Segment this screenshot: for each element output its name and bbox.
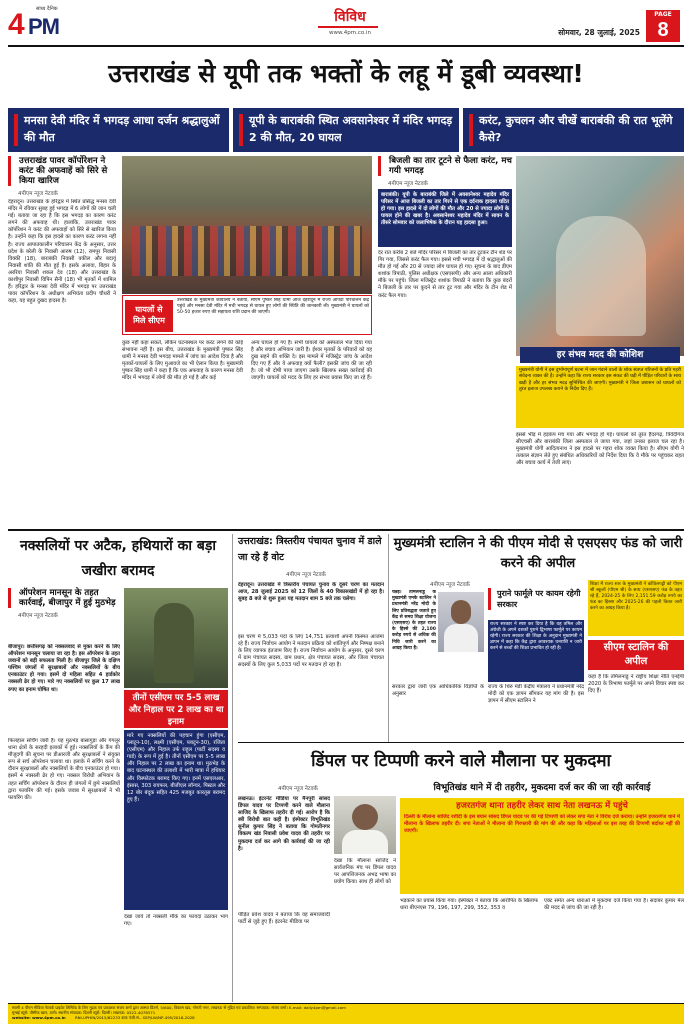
naxal-bottom: देखा जाये तो नक्सली मौके का फायदा उठाकर भाग गए। [124, 914, 228, 928]
naxal-headline: नक्सलियों पर अटैक, हथियारों का बड़ा जखीरा बरामद [19, 538, 217, 579]
marker-icon [14, 114, 18, 146]
panchayat-headline: उत्तराखंड: त्रिस्तरीय पंचायत चुनाव में डाले जा रहे हैं वोट [238, 536, 382, 563]
naxal-lead: बीजापुर। छत्तीसगढ़ को नक्सलवाद से मुक्त करने के लिए ऑपरेशन मानसून चलाया जा रहा है। इस ऑपरेशन के तहत जवानों को बड़ी सफलता मिली है। बीजापुर जिले के दक्षिण पश्चिम जंगलों में सुरक्षाबलों और नक्सलियों के बीच एनकाउंटर हो गया। इसमें दो महिला सहित 4 हार्डकोर नक्सली ढेर हो गए। मारे गए नक्सलियों पर कुल 17 लाख रुपए का इनाम घोषित था। [8, 644, 120, 693]
col4-byline: 4पीएम न्यूज नेटवर्क [388, 181, 428, 187]
maulana-box [400, 798, 684, 894]
maulana-text: पीड़ित प्रवेश यादव ने बताया कि वह समाजवादी पार्टी से जुड़े हुए हैं। इंटरनेट मीडिया पर [238, 912, 330, 926]
lead-col1 [8, 156, 116, 528]
stalin-portrait [438, 592, 484, 652]
maulana-subhead: विभूतिखंड थाने में दी तहरीर, मुकदमा दर्ज कर की जा रही कार्रवाई [433, 783, 651, 793]
footer-line1: स्वामी 4 पीएम मीडिया नेटवर्क प्राइवेट लिमिटेड के लिए मुद्रक एवं प्रकाशक संजय शर्मा द्वारा आस्था प्रिंटर्स, 5/600, विकास खंड, गोमती नगर, लखनऊ से मुद्रित एवं प्रकाशित। सम्पादक: संजय शर्मा। E-mail: daily4pm@gmail.com [12, 1005, 346, 1010]
lead-col5: इससे भीड़ में हड़कंप मच गया और भगदड़ हो गई। घायलों को तुरंत हैदरगढ़, त्रिवेदीगंज सीएचसी और बाराबंकी जिला अस्पताल ले जाया गया, जहां उनका इलाज चल रहा है। मुख्यमंत्री योगी आदित्यनाथ ने इस हादसे पर गहरा शोक व्यक्त किया है। सीएम योगी ने तत्काल संज्ञान लेते हुए संबंधित अधिकारियों को निर्देश दिया कि वे मौके पर पहुंचकर राहत और बचाव कार्य में तेजी लाएं। [516, 432, 684, 467]
footer-website[interactable]: website: www.4pm.co.in [12, 1015, 66, 1021]
col4-text: देर रात करीब 2 बजे मंदिर परिसर में बिजली का तार टूटकर टीन शेड पर गिर गया, जिससे करंट फैल गया। इससे मची भगदड़ में दो श्रद्धालुओं की मौत हो गई और 20 से ज्यादा लोग घायल हो गए। सूचना के बाद डीएम शशांक त्रिपाठी, पुलिस अधीक्षक (एसएसपी) और अन्य आला अधिकारी मौके पर पहुंचे। जिला मजिस्ट्रेट शशांक त्रिपाठी ने बताया कि कुछ बंदरों ने बिजली के तार पर कूदने से तार टूट गया और मंदिर के टीन शेड में करंट फैल गया। [378, 250, 512, 299]
stalin-text5: कहा है कि तमिलनाडु ने राष्ट्रीय शिक्षा नीति एनईपी 2020 के त्रिभाषा फार्मूले पर अपने विचार स्पष्ट कर दिए हैं। [588, 674, 684, 695]
divider [388, 534, 389, 742]
logo-letters: PM [28, 14, 59, 39]
help-caption: मुख्यमंत्री योगी ने इस दुर्भाग्यपूर्ण घटना में जान गंवाने वालों के शोक संतप्त परिजनों के प्रति गहरी संवेदना व्यक्त की है। उन्होंने कहा कि राज्य सरकार इस संकट की घड़ी में पीड़ित परिवारों के साथ खड़ी है और हर संभव मदद सुनिश्चित की जाएगी। मुख्यमंत्री ने जिला प्रशासन को घायलों को तुरंत इलाज उपलब्ध कराने के निर्देश दिए हैं। [516, 366, 684, 428]
logo-tag: सांध्य दैनिक [36, 6, 58, 12]
stalin-subhead-text: पुराने फार्मूले पर कायम रहेगी सरकार [488, 588, 584, 610]
naxal-photo-text: मारे गए नक्सलियों की पहचान हुंगा (एसीएम, प्लाटून-10), लक्ष्मी (एसीएम, प्लाटून-30), रजिता (एसीएम) और निहाल उर्फ राहुल (पार्टी सदस्य व गार्ड) के रूप में हुई है। तीनों एसीएम पर 5-5 लाख और निहाल पर 2 लाख का इनाम था। मुठभेड़ के बाद घटनास्थल की तलाशी में भारी मात्रा में हथियार और विस्फोटक बरामद किए गए। इनमें एसएलआर, इंसास, 303 रायफल, बीजीएल लॉन्चर, पिस्टल और 12 बोर बंदूक सहित 425 मजबूत कारतूस बरामद हुए हैं। [124, 730, 228, 910]
maulana-box-heading: हजरतगंज थाना तहरीर लेकर साथ नेता लखनऊ में पहुंचे [456, 801, 628, 811]
lead-headline: उत्तराखंड से यूपी तक भक्तों के लहू में डूबी व्यवस्था! [108, 59, 584, 88]
stalin-text: सरकार द्वारा जारी एक आधिकारिक विज्ञप्ति के अनुसार [392, 684, 484, 698]
masthead-rule [8, 45, 684, 47]
lead-subhead-3: करंट, कुचलन और चीखें बाराबंकी की रात भूलेंगे कैसे? [463, 108, 684, 152]
section-underline [318, 26, 378, 28]
footer [8, 1004, 684, 1024]
stalin-text3: राज्य के थिरु मंडी केंद्रीय मंत्रालय ने प्रधानमंत्री नरेंद्र मोदी को एक ज्ञापन सौंपकर यह मांग की है। इस ज्ञापन में सीएम स्टालिन ने [488, 684, 584, 705]
stalin-text4: शिक्षा में राज्य स्तर के मुख्यमंत्री ने कोविलपट्टी को पीएम श्री स्कूलों (पीएम श्री) के साथ (एसएसए) फंड के तहत रहे हैं, 2024-25 के लिए 2,151.59 करोड़ रुपये का फंड का हिस्सा और 2025-26 की पहली किस्त जारी करने का आग्रह किया है। [588, 580, 684, 636]
lead-col4 [378, 156, 512, 526]
maulana-text4: एक्ट समेत अन्य धाराओं में मुकदमा दर्ज किया गया है। सदाबर कुमार मेल की मदद से जांच की जा रही है। [544, 898, 684, 912]
cm-meets-injured-label: घायलों से मिले सीएम [125, 300, 173, 332]
page-badge [646, 10, 680, 42]
maulana-photo [334, 796, 396, 854]
col4-heading: बिजली का तार टूटने से फैला करंट, मच गयी भगदड़ [378, 156, 512, 176]
page-number: 8 [657, 19, 669, 41]
stampede-photo [122, 156, 372, 294]
maulana-headline: डिंपल पर टिप्पणी करने वाले मौलाना पर मुकदमा [311, 751, 611, 771]
stalin-subhead [488, 588, 584, 616]
stalin-appeal-label: सीएम स्टालिन की अपील [588, 640, 684, 670]
help-label: हर संभव मदद की कोशिश [520, 347, 680, 363]
panchayat-byline: 4पीएम न्यूज नेटवर्क [286, 572, 326, 578]
logo-number: 4 [8, 8, 25, 41]
stalin-lead: चेन्नई। तमिलनाडु के मुख्यमंत्री एमके स्टालिन ने प्रधानमंत्री नरेंद्र मोदी के लिए प्रतिबद्धता जताते हुए केंद्र से समग्र शिक्षा योजना (एसएसए) के तहत राज्य के हिस्से की 2,100 करोड़ रुपये से अधिक की निधि जारी करने का आग्रह किया है। [392, 590, 436, 651]
col1-text: देहरादून। उत्तराखंड के हरिद्वार में स्थित प्रसिद्ध मनसा देवी मंदिर में रविवार सुबह हुई भगदड़ में 6 लोगों की जान चली गई। बताया जा रहा है कि इस भगदड़ का कारण करंट लगने की अफवाह थी। हालांकि, उत्तराखंड पावर कॉर्पोरेशन ने करंट की अफवाहों को सिरे से खारिज किया है। उन्होंने कहा कि इस हादसे का कारण करंट लगना नहीं है। राज्य आपातकालीन परिचालन केंद्र के अनुसार, उत्तर प्रदेश के बरेली के निवासी आरुष (12), रामपुर निवासी विक्की (18), बाराबंकी निवासी वकील और बदायूं निवासी शांति की मौत हुई है। इसके अलावा, बिहार के अररिया निवासी शकल देव (18) और उत्तराखंड के काशीपुर निवासी विपिन सैनी (18) भी मृतकों में शामिल हैं। हरिद्वार के मनसा देवी मंदिर में भगदड़ पर उत्तराखंड पावर कॉर्पोरेशन के अधीक्षण अभियंता प्रदीप चौधरी ने कहा, यह बहुत दुखद हादसा है। [8, 199, 116, 305]
naxal-byline: 4पीएम न्यूज नेटवर्क [18, 613, 58, 619]
divider [232, 534, 233, 1002]
section-title: विविध [334, 9, 366, 25]
maulana-text2: देखा कि मौलाना साजिद ने सार्वजनिक मंच पर डिंपल यादव पर आपत्तिजनक अभद्र भाषा का प्रयोग किया। साथ ही लोगों को [334, 858, 396, 886]
panchayat-text: इस चरण में 5,033 पदों के लिए 14,751 प्रत्याशी अपनी किस्मत आजमा रहे हैं। राज्य निर्वाचन आयोग ने मतदान प्रक्रिया को शांतिपूर्ण और निष्पक्ष बनाने के लिए व्यापक इंतजाम किए हैं। राज्य निर्वाचन आयोग के अनुसार, दूसरे चरण में ग्राम पंचायत सदस्य, ग्राम प्रधान, क्षेत्र पंचायत सदस्य, और जिला पंचायत सदस्यों के लिए कुल 5,033 पदों पर मतदान हो रहा है। [238, 634, 384, 669]
logo[interactable] [8, 6, 88, 40]
naxal-subhead-text: ऑपरेशन मानसून के तहत कार्रवाई, बीजापुर में हुई मुठभेड़ [8, 588, 120, 608]
marker-icon [469, 114, 473, 146]
barabanki-photo [516, 156, 684, 356]
photo-caption-box [122, 295, 372, 335]
reward-label: तीनों एसीएम पर 5-5 लाख और निहाल पर 2 लाख का था इनाम [124, 690, 228, 728]
panchayat-lead: देहरादून। उत्तराखंड में त्रिस्तरीय पंचायत चुनाव के दूसरे चरण का मतदान आज, 28 जुलाई 2025 को 12 जिलों के 40 विकासखंडों में हो रहा है। सुबह 8 बजे से शुरू हुआ यह मतदान शाम 5 बजे तक चलेगा। [238, 582, 384, 603]
maulana-box-text: दिल्ली के मौलाना साजिद रशीदी के इस बयान सांसद डिंपल यादव पर की गई टिप्पणी को लेकर सपा नेता ने विरोध दर्ज कराया। उन्होंने हजरतगंज थाने में मौलाना के खिलाफ तहरीर दी। सपा नेताओं ने मौलाना की गिरफ्तारी की मांग की और कहा कि महिलाओं पर इस तरह की टिप्पणी बर्दाश्त नहीं की जाएगी। [404, 814, 680, 834]
lead-subhead-1: मनसा देवी मंदिर में भगदड़ आधा दर्जन श्रद्धालुओं की मौत [8, 108, 229, 152]
website[interactable]: www.4pm.co.in [329, 30, 371, 36]
stalin-headline: मुख्यमंत्री स्टालिन ने की पीएम मोदी से एसएसए फंड को जारी करने की अपील [393, 536, 683, 571]
maulana-byline: 4पीएम न्यूज नेटवर्क [278, 786, 318, 792]
photo-caption: उत्तराखंड के मुख्यमंत्री कार्यालय ने बताया, सीएम पुष्कर सिंह धामी आज देहरादून में राज्य आपदा परिचालन केंद्र पहुंचे और मनसा देवी मंदिर में मची भगदड़ से घायल हुए लोगों की स्थिति की जानकारी ली। मुख्यमंत्री ने घायलों को 50-50 हजार रुपए की सहायता राशि प्रदान की जाएगी। [177, 298, 369, 315]
lead-col3: अन्य घायल हो गए हैं। सभी घायलों को अस्पताल भेज दिया गया है और बचाव अभियान जारी है। ईश्वर मृतकों के परिवारों को यह दुख सहने की शक्ति दे। इस मामले में मजिस्ट्रेट जांच के आदेश दिए गए हैं और ये अफवाह क्यों फैली? इसकी जांच की जा रही है। जो भी दोषी पाया जाएगा उसके खिलाफ सख्त कार्रवाई की जाएगी। घायलों को मदद के लिए हर संभव प्रयास किए जा रहे हैं। [251, 340, 372, 382]
footer-registration: RNI-UPHIN/2015/62233 डाक पंजी.सं.- SSP/LW/NP-495/2016-2028 [74, 1015, 195, 1021]
col1-byline: 4पीएम न्यूज नेटवर्क [18, 191, 58, 197]
lead-bottom-rule [8, 529, 684, 531]
maulana-lead: लखनऊ। इंटरनेट मीडिया पर मैनपुरी सांसद डिंपल यादव पर टिप्पणी करने वाले मौलाना साजिद के खिलाफ तहरीर दी गई। आरोप है कि स्त्री विरोधी बात कही है। इंस्पेक्टर विभूतिखंड सुनील कुमार सिंह ने बताया कि गोमतीनगर विकल्प खंड निवासी प्रवेश यादव की तहरीर पर मुकदमा दर्ज कर आगे की कार्रवाई की जा रही है। [238, 796, 330, 852]
naxal-text: फिलहाल सर्चिंग जारी है। यह मुठभेड़ बासागुड़ा और गंगलूर थाना क्षेत्रों के सरहदी इलाकों में हुई। नक्सलियों के कैंप की मौजूदगी की सूचना पर डीआरजी और सुरक्षाबलों ने संयुक्त रूप से सर्च ऑपरेशन चलाया था। इलाके में सर्चिंग करने के दौरान सुरक्षाबलों और नक्सलियों के बीच एनकाउंटर हो गया। इसमें 4 नक्सली ढेर हो गए। नक्सल विरोधी अभियान के तहत सर्चिंग ऑपरेशन के दौरान ही जंगलों में छुपे नक्सलियों द्वारा फायरिंग की गई। इसके जवाब में सुरक्षाबलों ने भी फायरिंग की। [8, 738, 120, 801]
lead-subhead-2: यूपी के बाराबंकी स्थित अवसानेश्वर में मंदिर भगदड़ 2 की मौत, 20 घायल [233, 108, 459, 152]
stalin-byline: 4पीएम न्यूज नेटवर्क [430, 582, 470, 588]
naxal-subhead [8, 588, 120, 644]
stalin-text2: राज्य सरकार ने स्पष्ट कर दिया है कि वह तमिल और अंग्रेजी के अपने दशकों पुराने द्विभाषा फार्मूले पर कायम रहेगी। राज्य सरकार की शिक्षा के अनुदान मुख्यमंत्री ने ज्ञापन में कहा कि केंद्र द्वारा आवश्यक धनराशि न जारी करने से बच्चों की शिक्षा प्रभावित हो रही है। [488, 620, 584, 682]
page-label: PAGE [654, 11, 672, 18]
marker-icon [239, 114, 243, 146]
lead-col2: कुछ नहीं कहा सकते, लेकिन घटनास्थल पर करंट लगने की कोई संभावना नहीं है। इस बीच, उत्तराखंड के मुख्यमंत्री पुष्कर सिंह धामी ने मनसा देवी भगदड़ मामले में जांच का आदेश दिया है और मृतकों-घायलों के लिए मुआवजे का भी ऐलान किया है। मुख्यमंत्री पुष्कर सिंह धामी ने कहा है कि एक अफवाह के कारण मनसा देवी मंदिर में भगदड़ में लोगों की मौत हो गई है और कई [122, 340, 243, 382]
footer-line2: मुम्बई ब्यूरो: तौसीफ खान, ठाणे। स्थानीय संपादक: दिल्ली ब्यूरो: दिल्ली। लखनऊ: 0522-4078371 [12, 1010, 156, 1016]
col4-lead: बाराबंकी। यूपी के बाराबंकी जिले में अवसानेश्वर महादेव मंदिर परिसर में आज बिजली का तार गिरने से एक दर्दनाक हादसा घटित हो गया। इस हादसे में दो लोगों की मौत और 20 से ज्यादा लोगों के घायल होने की खबर है। अवसानेश्वर महादेव मंदिर में सावन के तीसरे सोमवार को जलाभिषेक के दौरान यह हादसा हुआ। [378, 189, 512, 247]
mid-rule [238, 742, 684, 743]
masthead [0, 0, 692, 44]
maulana-text3: भड़काने का प्रयास किया गया। इंस्पेक्टर ने बताया कि आरोपित के खिलाफ धारा बीएनएस 79, 196, 197, 299, 352, 353 व [400, 898, 538, 912]
naxal-photo [124, 588, 228, 688]
col1-heading: उत्तराखंड पावर कॉर्पोरेशन ने करंट की अफवाहें को सिरे से किया खारिज [8, 156, 116, 186]
edition-date: सोमवार, 28 जुलाई, 2025 [558, 28, 640, 37]
